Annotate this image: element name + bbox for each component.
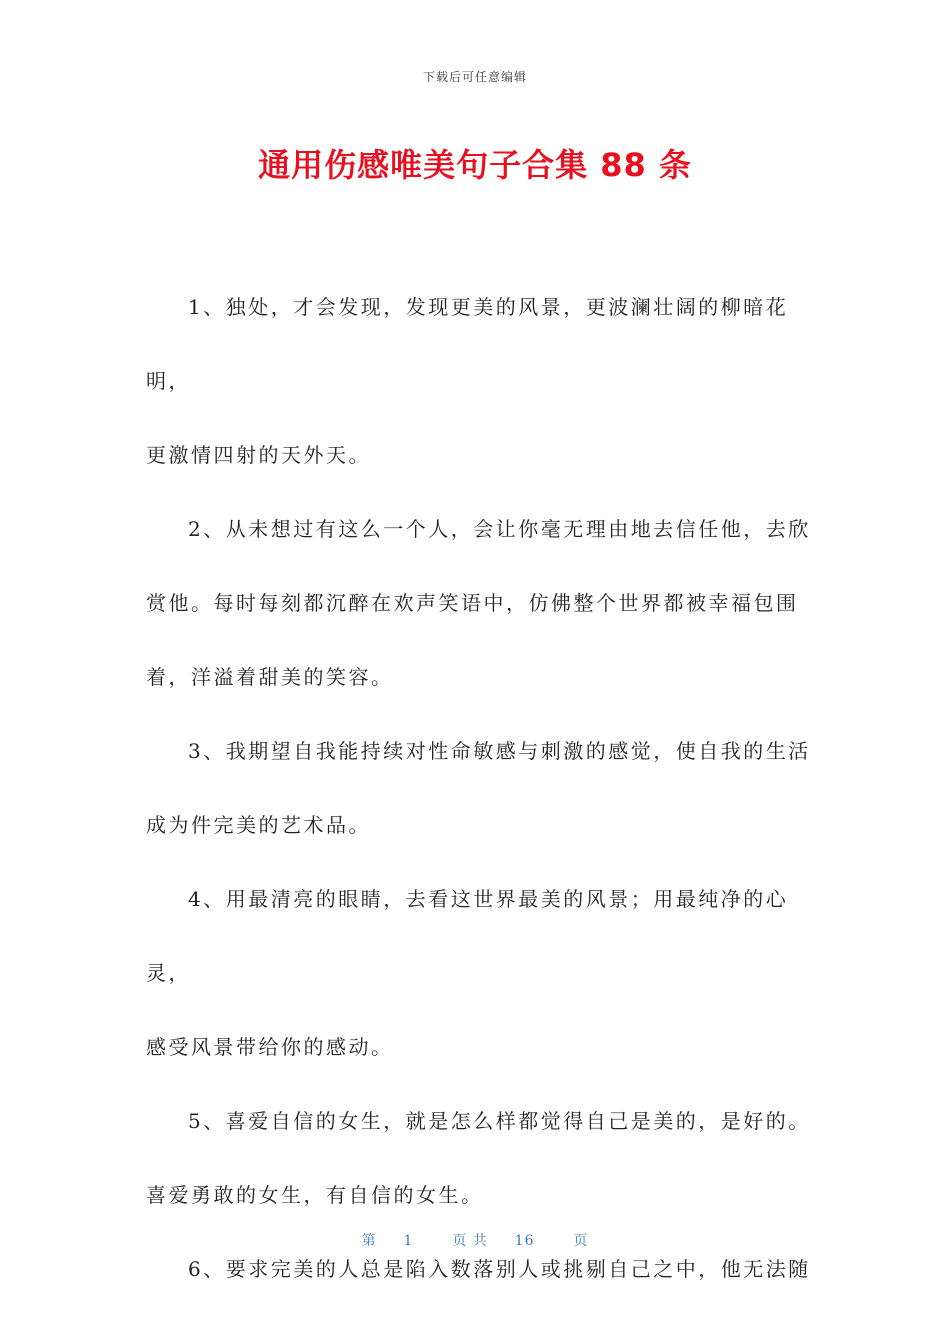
- paragraph-line: 着，洋溢着甜美的笑容。: [146, 665, 394, 689]
- page-label: 第: [361, 1233, 377, 1249]
- paragraph-line: 6、要求完美的人总是陷入数落别人或挑剔自己之中，他无法随: [188, 1257, 811, 1281]
- paragraph-line: 5、喜爱自信的女生，就是怎么样都觉得自己是美的，是好的。: [188, 1109, 811, 1133]
- paragraph-line: 2、从未想过有这么一个人，会让你毫无理由地去信任他，去欣: [188, 517, 811, 541]
- header-note: 下载后可任意编辑: [422, 70, 527, 84]
- paragraph-line: 更激情四射的天外天。: [146, 443, 371, 467]
- paragraph-4: [146, 862, 816, 1084]
- paragraph-5: [146, 1084, 816, 1232]
- page-of-label: 页 共: [452, 1233, 488, 1249]
- paragraph-line: 感受风景带给你的感动。: [146, 1035, 394, 1059]
- paragraph-1: [146, 270, 816, 492]
- paragraph-line: 喜爱勇敢的女生，有自信的女生。: [146, 1183, 484, 1207]
- document-body: [146, 270, 816, 1306]
- paragraph-3: [146, 714, 816, 862]
- paragraph-line: 成为件完美的艺术品。: [146, 813, 371, 837]
- page-footer: [0, 1230, 950, 1250]
- total-pages: 16: [514, 1233, 535, 1249]
- page-suffix: 页: [573, 1233, 589, 1249]
- paragraph-line: 赏他。每时每刻都沉醉在欢声笑语中，仿佛整个世界都被幸福包围: [146, 591, 799, 615]
- page-number: 1: [403, 1233, 414, 1249]
- paragraph-line: 4、用最清亮的眼睛，去看这世界最美的风景；用最纯净的心灵，: [146, 887, 789, 985]
- paragraph-line: 3、我期望自我能持续对性命敏感与刺激的感觉，使自我的生活: [188, 739, 811, 763]
- paragraph-2: [146, 492, 816, 714]
- document-title: 通用伤感唯美句子合集 88 条: [258, 146, 692, 184]
- paragraph-line: 1、独处，才会发现，发现更美的风景，更波澜壮阔的柳暗花明，: [146, 295, 789, 393]
